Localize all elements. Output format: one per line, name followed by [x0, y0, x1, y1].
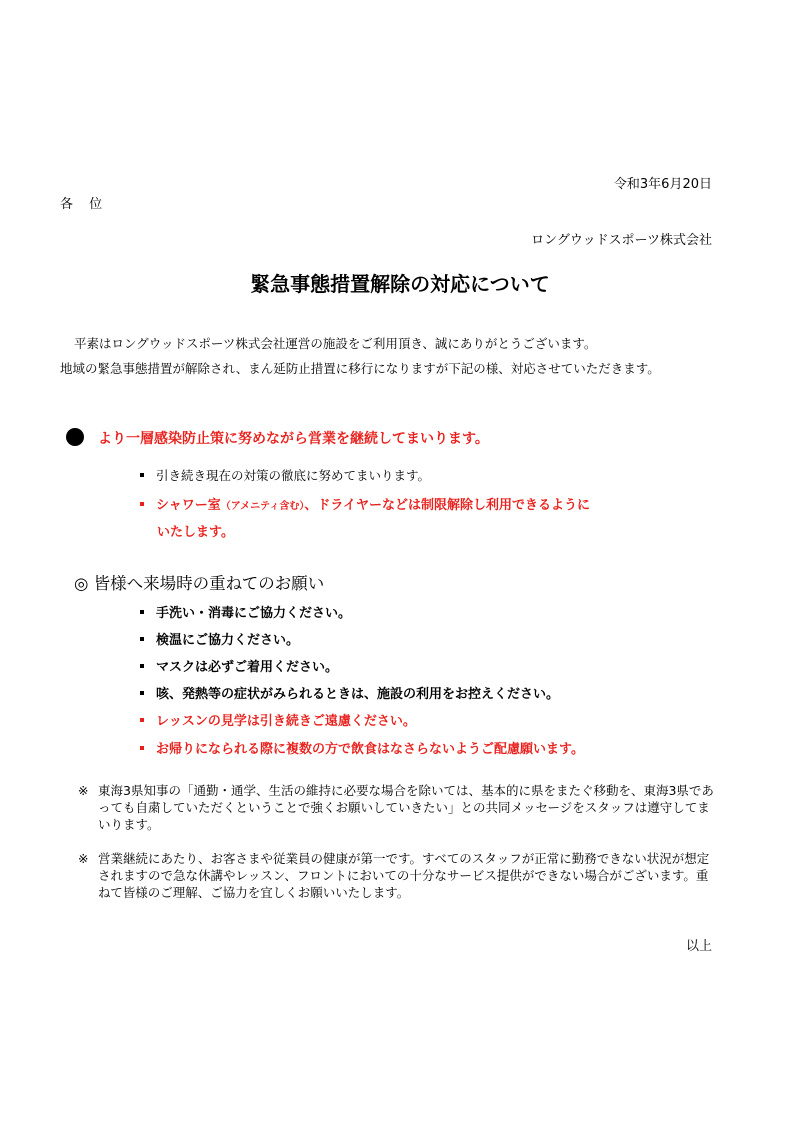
list-item-text: レッスンの見学は引き続きご遠慮ください。: [156, 714, 416, 729]
list-item-highlight: [140, 494, 590, 513]
list-item: [140, 602, 351, 621]
list-item-text: 手洗い・消毒にご協力ください。: [156, 606, 352, 621]
intro-paragraph: 地域の緊急事態措置が解除され、まん延防止措置に移行になりますが下記の様、対応させていただきます。: [60, 361, 660, 376]
list-item-note: （アメニティ含む）: [220, 501, 305, 512]
list-item-text: 引き続き現在の対策の徹底に努めてまいります。: [156, 468, 431, 483]
list-item-text: シャワー室: [156, 498, 221, 513]
list-item: [140, 683, 559, 702]
square-bullet-icon: [140, 718, 144, 722]
square-bullet-icon: [140, 610, 144, 614]
list-item-continuation: いたします。: [157, 525, 234, 540]
black-circle-icon: [66, 428, 84, 446]
list-item: [140, 629, 299, 648]
company-name: ロングウッドスポーツ株式会社: [531, 233, 712, 248]
square-bullet-icon: [140, 746, 144, 750]
section2-heading: ◎ 皆様へ来場時の重ねてのお願い: [74, 574, 325, 593]
section1-heading-row: [66, 428, 489, 448]
list-item-text: お帰りになられる際に複数の方で飲食はなさらないようご配慮願います。: [156, 742, 584, 757]
list-item-highlight: [140, 738, 584, 757]
document-title: 緊急事態措置解除の対応について: [250, 272, 550, 296]
square-bullet-icon: [140, 691, 144, 695]
note-block: [78, 782, 718, 833]
addressee: 各 位: [60, 197, 109, 212]
list-item: [140, 466, 430, 484]
square-bullet-icon: [140, 637, 144, 641]
reference-mark-icon: ※: [78, 783, 89, 798]
greeting-text: 平素はロングウッドスポーツ株式会社運営の施設をご利用頂き、誠にありがとうございます。: [74, 336, 597, 351]
square-bullet-icon: [140, 502, 144, 506]
square-bullet-icon: [140, 473, 144, 477]
section1-heading: より一層感染防止策に努めながら営業を継続してまいります。: [98, 431, 489, 447]
note-text: 東海3県知事の「通勤・通学、生活の維持に必要な場合を除いては、基本的に県をまたぐ移動を、東海3県であっても自粛していただくということで強くお願いしていきたい」との共同メッセージをスタッフは遵守してまいります。: [98, 783, 714, 832]
reference-mark-icon: ※: [78, 851, 89, 866]
list-item-text: 検温にご協力ください。: [156, 633, 300, 648]
list-item-text: 、ドライヤーなどは制限解除し利用できるように: [304, 498, 590, 513]
list-item: [140, 656, 338, 675]
square-bullet-icon: [140, 664, 144, 668]
note-text: 営業継続にあたり、お客さまや従業員の健康が第一です。すべてのスタッフが正常に勤務できない状況が想定されますので急な休講やレッスン、フロントにおいての十分なサービス提供ができない場合がございます。重ねて皆様のご理解、ご協力を宜しくお願いいたします。: [98, 851, 710, 900]
note-block: [78, 850, 718, 901]
document-date: 令和3年6月20日: [613, 177, 712, 192]
list-item-text: 咳、発熱等の症状がみられるときは、施設の利用をお控えください。: [156, 687, 560, 702]
closing-text: 以上: [685, 939, 712, 954]
list-item-highlight: [140, 710, 416, 729]
list-item-text: マスクは必ずご着用ください。: [156, 660, 339, 675]
